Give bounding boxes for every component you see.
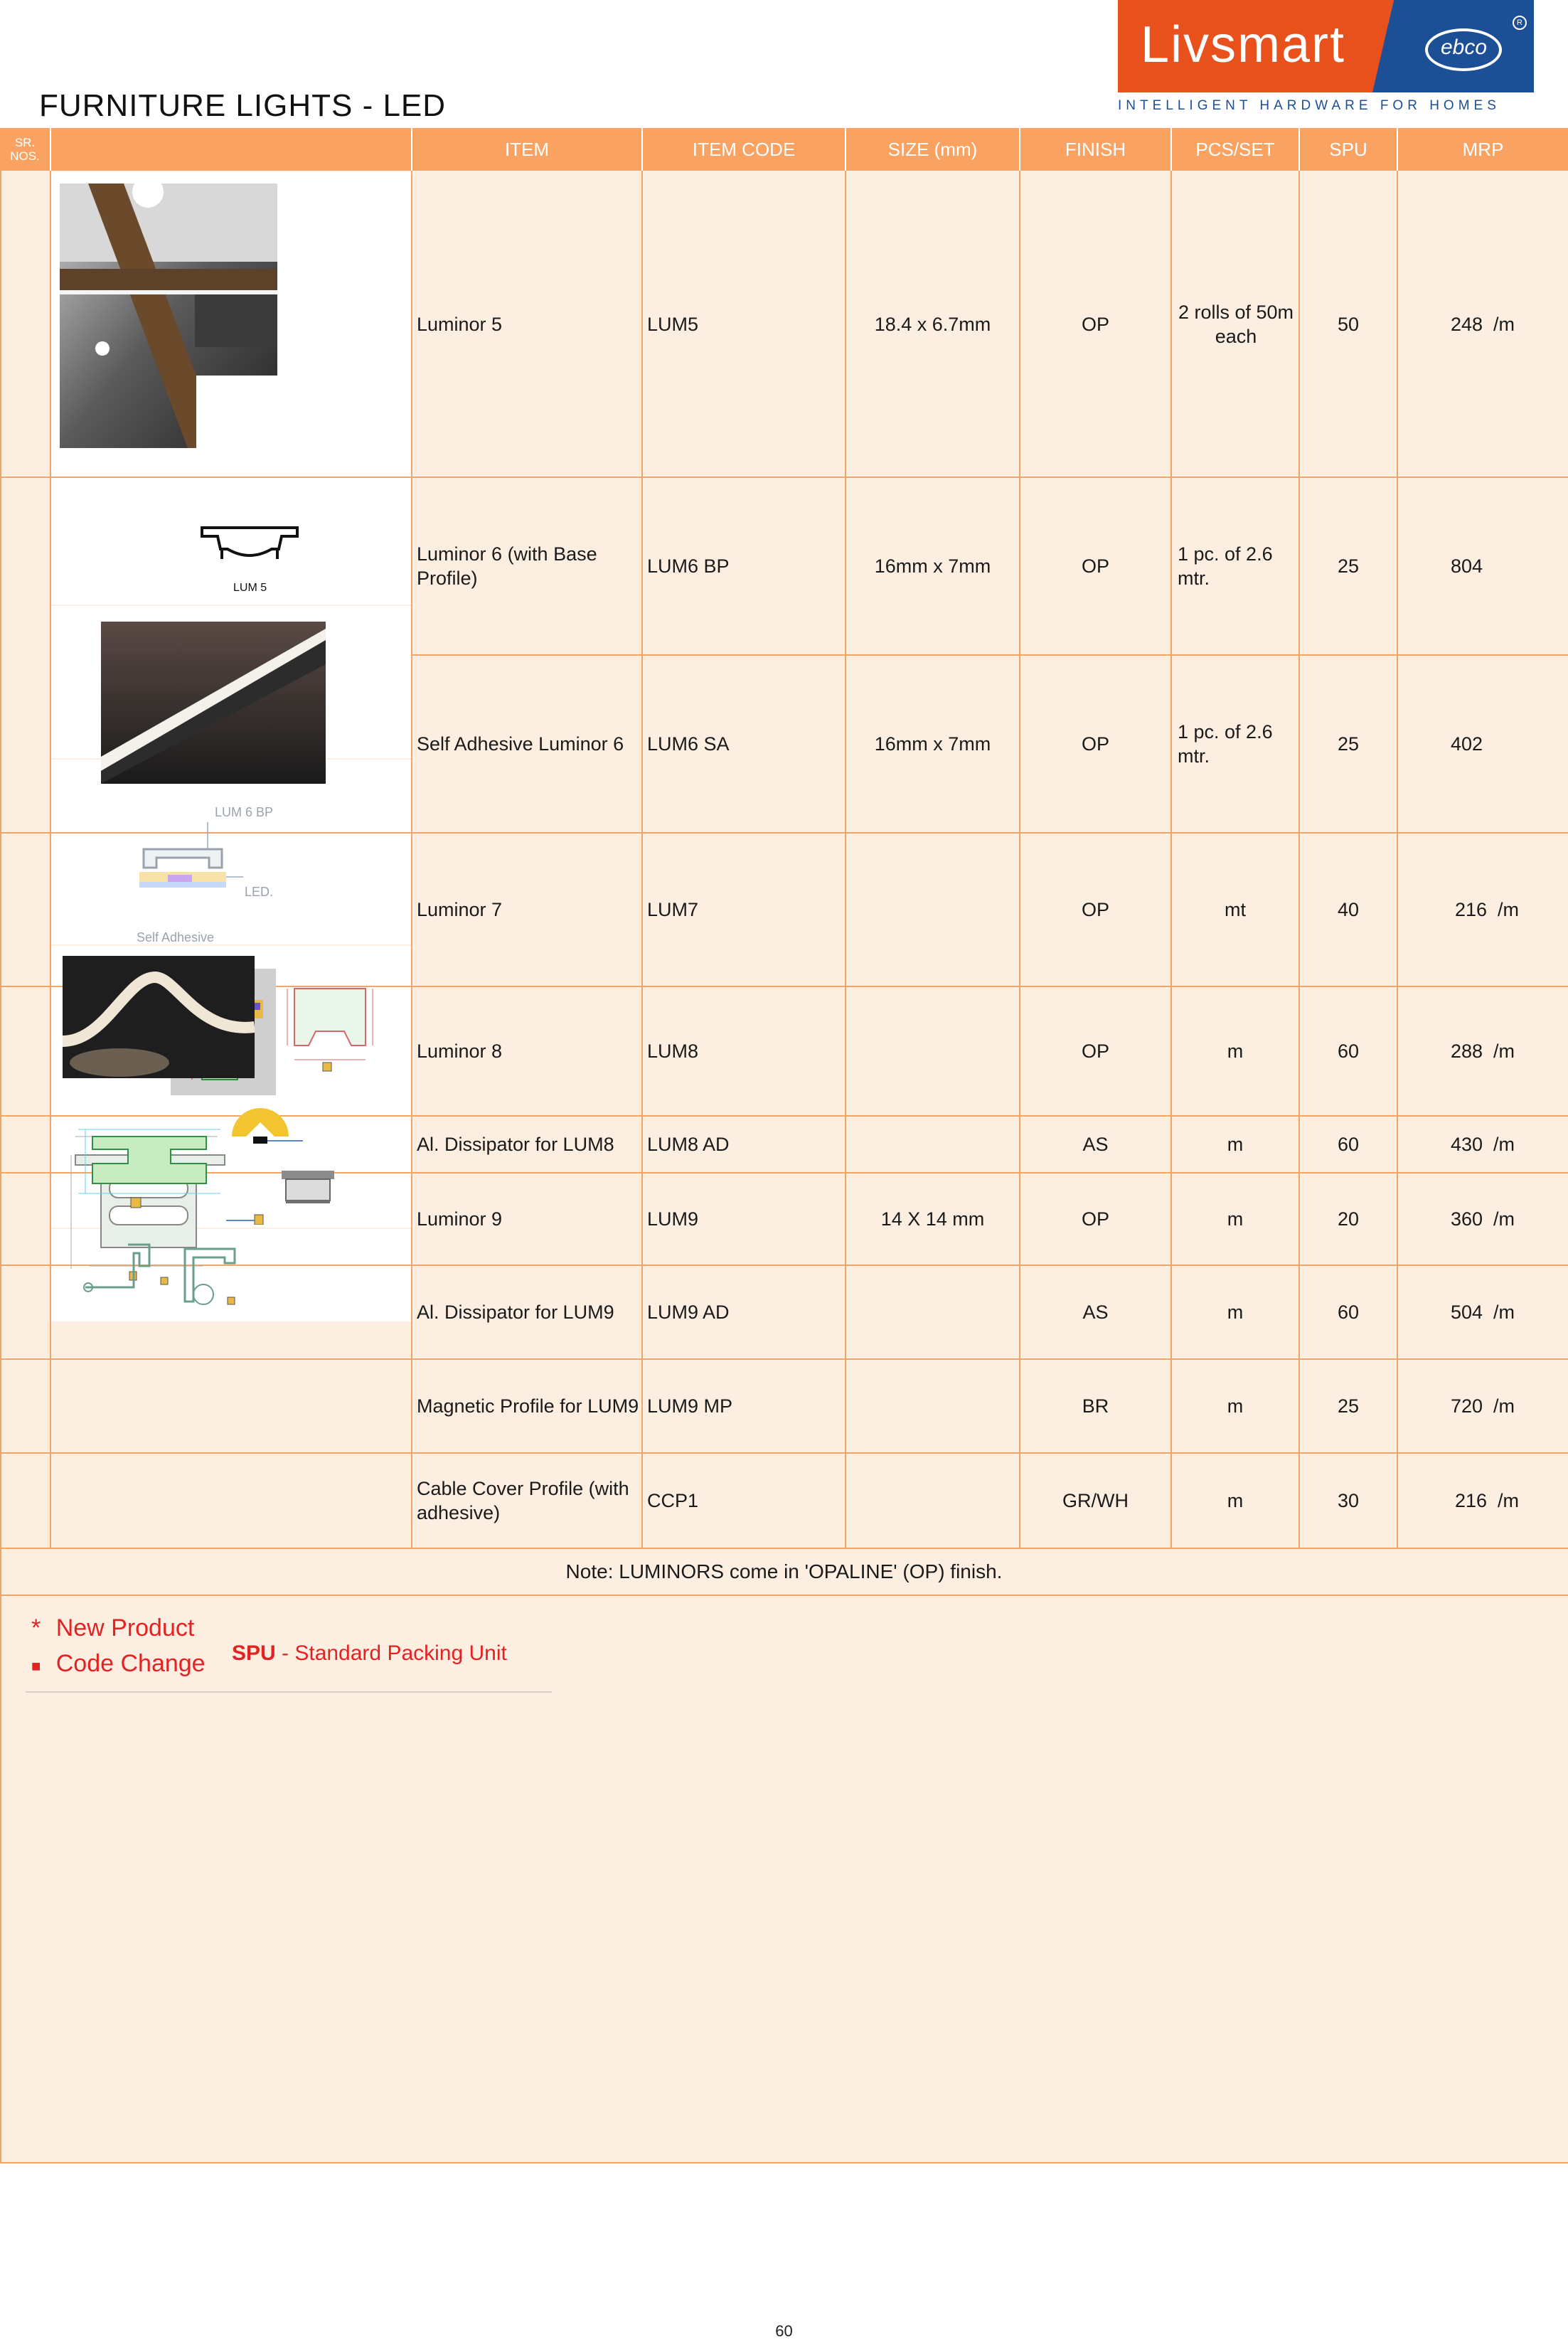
item-spu: 25 — [1337, 733, 1360, 755]
item-finish: OP — [1081, 733, 1109, 755]
item-finish: BR — [1082, 1395, 1109, 1417]
item-code: LUM8 AD — [647, 1134, 730, 1155]
partner-name: ebco — [1440, 36, 1488, 59]
item-code: LUM9 AD — [647, 1302, 730, 1323]
item-pcs-set: 1 pc. of 2.6 mtr. — [1178, 721, 1273, 767]
svg-text:LUM 6 BP: LUM 6 BP — [215, 805, 274, 819]
registered-icon: R — [1513, 16, 1527, 30]
lum6-photo — [101, 622, 326, 784]
item-size: 18.4 x 6.7mm — [874, 314, 991, 335]
lum5-profile-drawing — [196, 521, 303, 576]
item-finish: OP — [1081, 555, 1109, 577]
item-size — [846, 1454, 1019, 1548]
header-spu: SPU — [1300, 128, 1397, 171]
item-finish: AS — [1082, 1134, 1109, 1155]
self-adhesive-label: Self Adhesive — [137, 930, 215, 944]
item-spu: 20 — [1337, 1208, 1360, 1230]
lum9-mp-drawing — [225, 1108, 317, 1165]
item-spu: 25 — [1337, 1395, 1360, 1417]
header-mrp: MRP — [1398, 128, 1568, 171]
item-code: LUM6 BP — [647, 555, 730, 577]
item-code: LUM7 — [647, 899, 699, 920]
item-pcs-set: mt — [1225, 899, 1246, 920]
lum9-photo — [63, 956, 255, 1078]
item-mrp: 720 /m — [1451, 1395, 1515, 1417]
logo-divider — [1372, 0, 1394, 92]
item-name: Luminor 6 (with Base Profile) — [417, 543, 597, 589]
item-mrp: 804 — [1451, 555, 1483, 577]
lum5-photo — [60, 183, 277, 448]
page-number: 60 — [775, 2322, 793, 2340]
table-note: Note: LUMINORS come in 'OPALINE' (OP) finish. — [565, 1560, 1003, 1582]
item-spu: 60 — [1337, 1302, 1360, 1323]
brand-tagline: INTELLIGENT HARDWARE FOR HOMES — [1118, 98, 1500, 113]
legend-code-change: Code Change — [55, 1650, 206, 1677]
lum6-profile-drawing — [129, 801, 300, 947]
item-name: Luminor 8 — [417, 1041, 503, 1062]
brand-name: Livsmart — [1141, 16, 1346, 73]
col-divider — [411, 171, 412, 1548]
lum5-image-label: LUM 5 — [233, 582, 267, 594]
item-finish: OP — [1081, 1208, 1109, 1230]
item-size — [846, 1360, 1019, 1452]
item-mrp: 216 /m — [1455, 899, 1520, 920]
item-pcs-set: m — [1227, 1490, 1244, 1511]
item-size: 14 X 14 mm — [880, 1208, 985, 1230]
item-spu: 50 — [1337, 314, 1360, 335]
led-label: LED. — [245, 885, 274, 899]
item-mrp: 360 /m — [1451, 1208, 1515, 1230]
item-name: Luminor 9 — [417, 1208, 503, 1230]
new-product-asterisk-icon: * — [31, 1614, 41, 1641]
item-code: LUM9 — [647, 1208, 699, 1230]
header-item-code: ITEM CODE — [643, 128, 845, 171]
item-pcs-set: 1 pc. of 2.6 mtr. — [1178, 543, 1273, 589]
col-divider — [50, 171, 51, 1548]
page-title: FURNITURE LIGHTS - LED — [39, 88, 447, 123]
header-size: SIZE (mm) — [846, 128, 1019, 171]
item-finish: OP — [1081, 1041, 1109, 1062]
item-size — [846, 1117, 1019, 1172]
price-table — [0, 128, 1568, 2162]
header-pcs-set: PCS/SET — [1172, 128, 1298, 171]
item-size — [846, 834, 1019, 986]
item-name: Al. Dissipator for LUM9 — [417, 1302, 614, 1323]
item-finish: GR/WH — [1062, 1490, 1129, 1511]
item-spu: 25 — [1337, 555, 1360, 577]
item-spu: 60 — [1337, 1134, 1360, 1155]
item-finish: AS — [1082, 1302, 1109, 1323]
brand-logo-livsmart — [1118, 0, 1388, 92]
item-name: Cable Cover Profile (with adhesive) — [417, 1478, 629, 1523]
item-pcs-set: 2 rolls of 50m each — [1178, 302, 1294, 347]
item-mrp: 288 /m — [1451, 1041, 1515, 1062]
item-name: Luminor 7 — [417, 899, 503, 920]
ccp1-technical-drawing — [78, 1238, 249, 1316]
item-code: LUM6 SA — [647, 733, 730, 755]
lum9-technical-drawing — [280, 981, 401, 1081]
item-size: 16mm x 7mm — [874, 733, 991, 755]
legend-spu — [232, 1641, 507, 1666]
spu-definition: - Standard Packing Unit — [275, 1641, 507, 1665]
header-image — [51, 128, 411, 171]
item-mrp: 504 /m — [1451, 1302, 1515, 1323]
item-pcs-set: m — [1227, 1208, 1244, 1230]
item-pcs-set: m — [1227, 1395, 1244, 1417]
item-mrp: 402 — [1451, 733, 1483, 755]
header-sr-nos: SR. NOS. — [0, 128, 50, 171]
code-change-square-icon: ■ — [31, 1657, 41, 1675]
item-pcs-set: m — [1227, 1134, 1244, 1155]
header-finish: FINISH — [1020, 128, 1170, 171]
row-divider — [0, 1548, 1568, 1549]
col-divider — [641, 171, 643, 1548]
item-name: Magnetic Profile for LUM9 — [417, 1395, 639, 1417]
item-mrp: 216 /m — [1455, 1490, 1520, 1511]
item-name: Self Adhesive Luminor 6 — [417, 733, 624, 755]
brand-logo-ebco — [1394, 0, 1534, 92]
item-size: 16mm x 7mm — [874, 555, 991, 577]
item-pcs-set: m — [1227, 1302, 1244, 1323]
item-pcs-set: m — [1227, 1041, 1244, 1062]
col-divider — [1397, 171, 1398, 1548]
item-finish: OP — [1081, 899, 1109, 920]
item-code: LUM9 MP — [647, 1395, 733, 1417]
item-spu: 40 — [1337, 899, 1360, 920]
header-item: ITEM — [412, 128, 641, 171]
row-divider — [0, 1595, 1568, 1596]
item-code: LUM8 — [647, 1041, 699, 1062]
spu-abbr: SPU — [232, 1641, 276, 1665]
item-size — [846, 1266, 1019, 1358]
item-mrp: 248 /m — [1451, 314, 1515, 335]
item-spu: 60 — [1337, 1041, 1360, 1062]
legend-new-product: New Product — [55, 1614, 195, 1641]
item-size — [846, 987, 1019, 1115]
item-name: Luminor 5 — [417, 314, 503, 335]
item-spu: 30 — [1337, 1490, 1360, 1511]
item-code: LUM5 — [647, 314, 699, 335]
legend — [26, 1614, 552, 1693]
item-finish: OP — [1081, 314, 1109, 335]
item-name: Al. Dissipator for LUM8 — [417, 1134, 614, 1155]
item-code: CCP1 — [647, 1490, 699, 1511]
item-mrp: 430 /m — [1451, 1134, 1515, 1155]
